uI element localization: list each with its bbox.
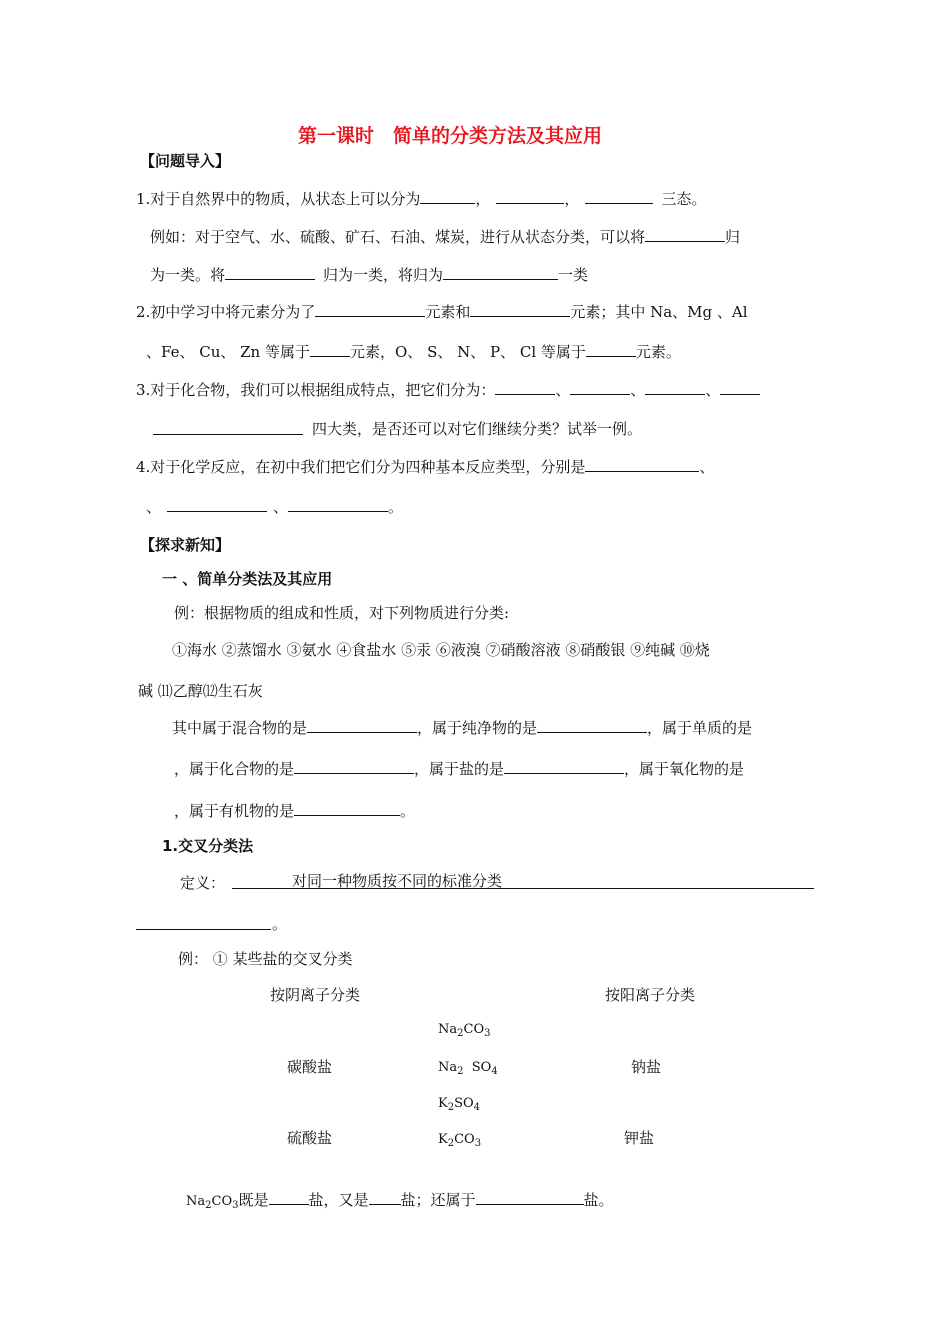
blank[interactable] bbox=[269, 1189, 309, 1205]
blank[interactable] bbox=[153, 434, 303, 435]
question-4: 4.对于化学反应，在初中我们把它们分为四种基本反应类型，分别是 、 bbox=[136, 458, 715, 476]
formula-na2so4: $Na_2$ $SO_4$ bbox=[438, 1060, 498, 1077]
class-potassium: 钾盐 bbox=[624, 1129, 655, 1147]
header-anion: 按阴离子分类 bbox=[270, 986, 361, 1004]
classify-line3: ，属于有机物的是 。 bbox=[174, 802, 416, 820]
final-question: $Na_2CO_3$既是 盐，又是 盐；还属于 盐。 bbox=[186, 1191, 614, 1211]
blank[interactable] bbox=[586, 341, 636, 357]
q1-example-line1: 例如：对于空气、水、硫酸、矿石、石油、煤炭，进行从状态分类，可以将 归 bbox=[150, 228, 741, 246]
blank[interactable] bbox=[369, 1189, 401, 1205]
blank[interactable] bbox=[420, 188, 475, 204]
question-3: 3.对于化合物，我们可以根据组成特点，把它们分为： 、 、 、 bbox=[136, 379, 760, 400]
class-sulfate: 硫酸盐 bbox=[287, 1129, 333, 1147]
blank[interactable] bbox=[294, 800, 400, 816]
page-title: 第一课时 简单的分类方法及其应用 bbox=[298, 125, 603, 147]
blank[interactable] bbox=[288, 496, 388, 512]
substance-list-cont: 碱 ⑾乙醇⑿生石灰 bbox=[138, 682, 263, 700]
header-cation: 按阳离子分类 bbox=[605, 986, 696, 1004]
question-4-line2: 、 、 。 bbox=[146, 498, 404, 516]
section-heading-intro: 【问题导入】 bbox=[140, 152, 231, 170]
blank[interactable] bbox=[645, 226, 725, 242]
cross-definition-text: 对同一种物质按不同的标准分类 bbox=[292, 872, 503, 890]
cross-heading: 1.交叉分类法 bbox=[162, 837, 254, 855]
formula-k2co3: $K_2CO_3$ bbox=[438, 1132, 482, 1149]
cross-definition-label: 定义： bbox=[180, 874, 226, 892]
blank[interactable] bbox=[585, 456, 699, 472]
blank[interactable] bbox=[225, 264, 315, 280]
blank[interactable] bbox=[645, 379, 705, 395]
blank[interactable] bbox=[504, 758, 624, 774]
formula-na2co3: $Na_2CO_3$ bbox=[438, 1022, 491, 1039]
part1-heading: 一 、简单分类法及其应用 bbox=[162, 570, 333, 588]
question-3-line2: 四大类，是否还可以对它们继续分类？试举一例。 bbox=[312, 420, 643, 438]
q1-text: 1.对于自然界中的物质，从状态上可以分为 bbox=[136, 190, 421, 208]
blank[interactable] bbox=[310, 341, 350, 357]
blank[interactable] bbox=[720, 379, 760, 395]
formula-k2so4: $K_2SO_4$ bbox=[438, 1096, 481, 1113]
question-1: 1.对于自然界中的物质，从状态上可以分为 ， ， 三态。 bbox=[136, 190, 707, 208]
blank[interactable] bbox=[476, 1189, 584, 1205]
blank[interactable] bbox=[307, 717, 417, 733]
classify-line1: 其中属于混合物的是 ，属于纯净物的是 ，属于单质的是 bbox=[172, 719, 753, 737]
blank[interactable] bbox=[294, 758, 414, 774]
section-heading-explore: 【探求新知】 bbox=[140, 536, 231, 554]
blank[interactable] bbox=[496, 188, 564, 204]
formula-na2co3: $Na_2CO_3$ bbox=[186, 1194, 239, 1211]
blank[interactable] bbox=[570, 379, 630, 395]
part1-example: 例：根据物质的组成和性质，对下列物质进行分类: bbox=[174, 604, 510, 622]
blank[interactable] bbox=[585, 188, 653, 204]
definition-end: 。 bbox=[272, 915, 288, 933]
class-carbonate: 碳酸盐 bbox=[287, 1058, 333, 1076]
class-sodium: 钠盐 bbox=[631, 1058, 662, 1076]
question-2: 2.初中学习中将元素分为了 元素和 元素；其中 Na、Mg 、Al bbox=[136, 303, 748, 321]
blank[interactable] bbox=[315, 301, 425, 317]
blank[interactable] bbox=[136, 929, 271, 930]
blank[interactable] bbox=[443, 264, 558, 280]
q1-example-line2: 为一类。将 归为一类，将归为 一类 bbox=[150, 266, 589, 284]
blank[interactable] bbox=[537, 717, 647, 733]
cross-example: 例： ① 某些盐的交叉分类 bbox=[178, 950, 353, 968]
blank[interactable] bbox=[470, 301, 570, 317]
substance-list: ①海水 ②蒸馏水 ③氨水 ④食盐水 ⑤汞 ⑥液溴 ⑦硝酸溶液 ⑧硝酸银 ⑨纯碱 ⑩烧 bbox=[172, 641, 710, 659]
blank[interactable] bbox=[167, 496, 267, 512]
question-2-line2: 、Fe、 Cu、 Zn 等属于 元素，O、 S、 N、 P、 Cl 等属于 元素。 bbox=[146, 343, 681, 361]
classify-line2: ，属于化合物的是 ，属于盐的是 ，属于氧化物的是 bbox=[174, 760, 745, 778]
blank[interactable] bbox=[495, 379, 555, 395]
